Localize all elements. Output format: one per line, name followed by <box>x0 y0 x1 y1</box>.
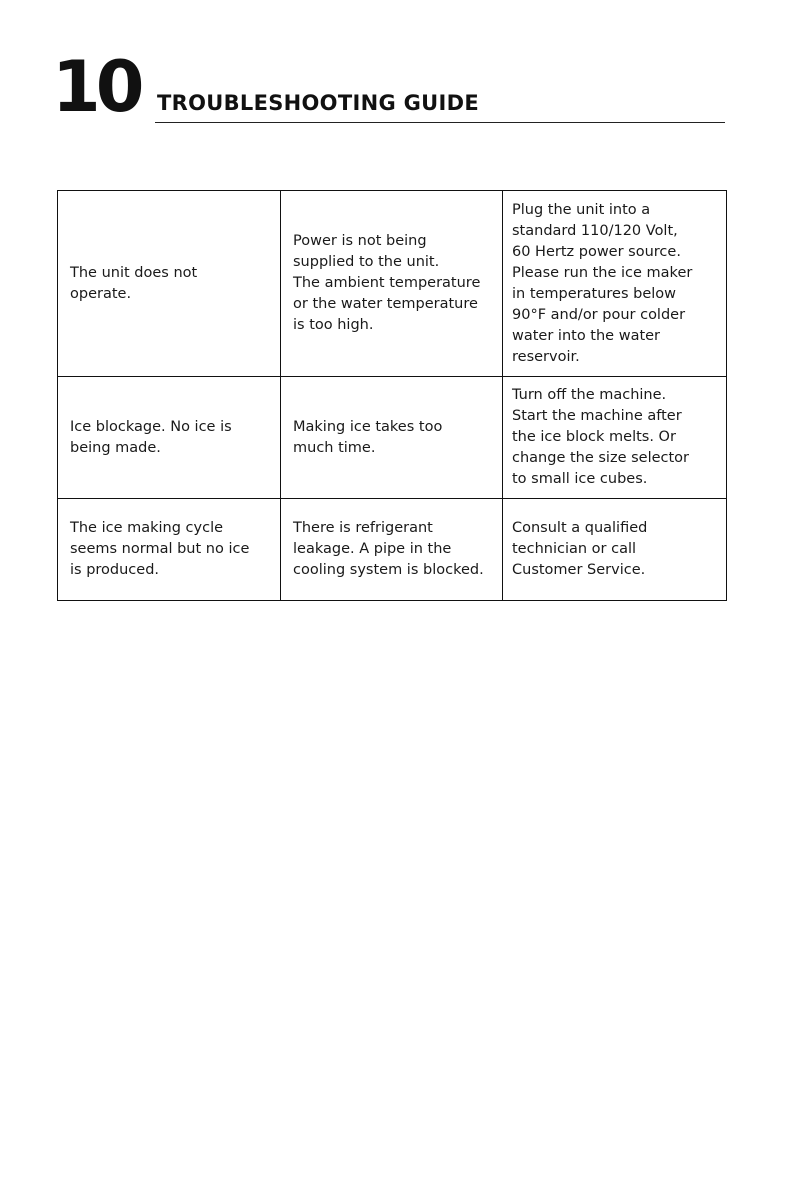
problem-line: seems normal but no ice <box>70 541 250 557</box>
solution-line: standard 110/120 Volt, <box>512 222 678 239</box>
cause-line: The ambient temperature <box>293 275 481 291</box>
table-row <box>58 191 727 377</box>
solution-line: technician or call <box>512 541 637 557</box>
cause-cell <box>281 191 503 377</box>
table-row <box>58 377 727 499</box>
solution-line: the ice block melts. Or <box>512 429 676 445</box>
solution-cell <box>503 499 727 601</box>
problem-line: is produced. <box>70 562 160 578</box>
solution-line: 90°F and/or pour colder <box>512 306 686 323</box>
solution-line: Consult a qualified <box>512 520 648 536</box>
title-underline <box>155 122 725 123</box>
problem-cell <box>58 499 281 601</box>
solution-line: Plug the unit into a <box>512 201 651 218</box>
cause-cell <box>281 377 503 499</box>
cause-line: is too high. <box>293 317 374 333</box>
cause-line: leakage. A pipe in the <box>293 541 452 557</box>
solution-line: Please run the ice maker <box>512 264 693 281</box>
problem-cell <box>58 191 281 377</box>
problem-line: The unit does not <box>70 264 198 281</box>
solution-line: in temperatures below <box>512 285 677 302</box>
problem-line: The ice making cycle <box>70 520 224 536</box>
troubleshooting-table <box>57 190 727 601</box>
solution-cell <box>503 191 727 377</box>
cause-line: Making ice takes too <box>293 418 443 435</box>
solution-line: Start the machine after <box>512 408 682 424</box>
cause-cell <box>281 499 503 601</box>
cause-line: or the water temperature <box>293 296 478 312</box>
solution-line: Customer Service. <box>512 562 646 578</box>
solution-line: water into the water <box>512 327 661 344</box>
problem-line: being made. <box>70 439 161 456</box>
cause-line: Power is not being <box>293 233 427 249</box>
cause-line: cooling system is blocked. <box>293 562 484 578</box>
solution-line: 60 Hertz power source. <box>512 243 681 260</box>
problem-cell <box>58 377 281 499</box>
solution-line: reservoir. <box>512 348 580 365</box>
cause-line: supplied to the unit. <box>293 254 440 270</box>
solution-line: change the size selector <box>512 450 690 466</box>
solution-cell <box>503 377 727 499</box>
problem-line: operate. <box>70 285 132 302</box>
solution-line: Turn off the machine. <box>512 387 667 403</box>
cause-line: much time. <box>293 439 376 456</box>
chapter-number: 10 <box>52 46 140 128</box>
cause-line: There is refrigerant <box>293 520 433 536</box>
solution-line: to small ice cubes. <box>512 471 648 487</box>
page-title: TROUBLESHOOTING GUIDE <box>157 91 479 115</box>
table-row <box>58 499 727 601</box>
problem-line: Ice blockage. No ice is <box>70 418 232 435</box>
